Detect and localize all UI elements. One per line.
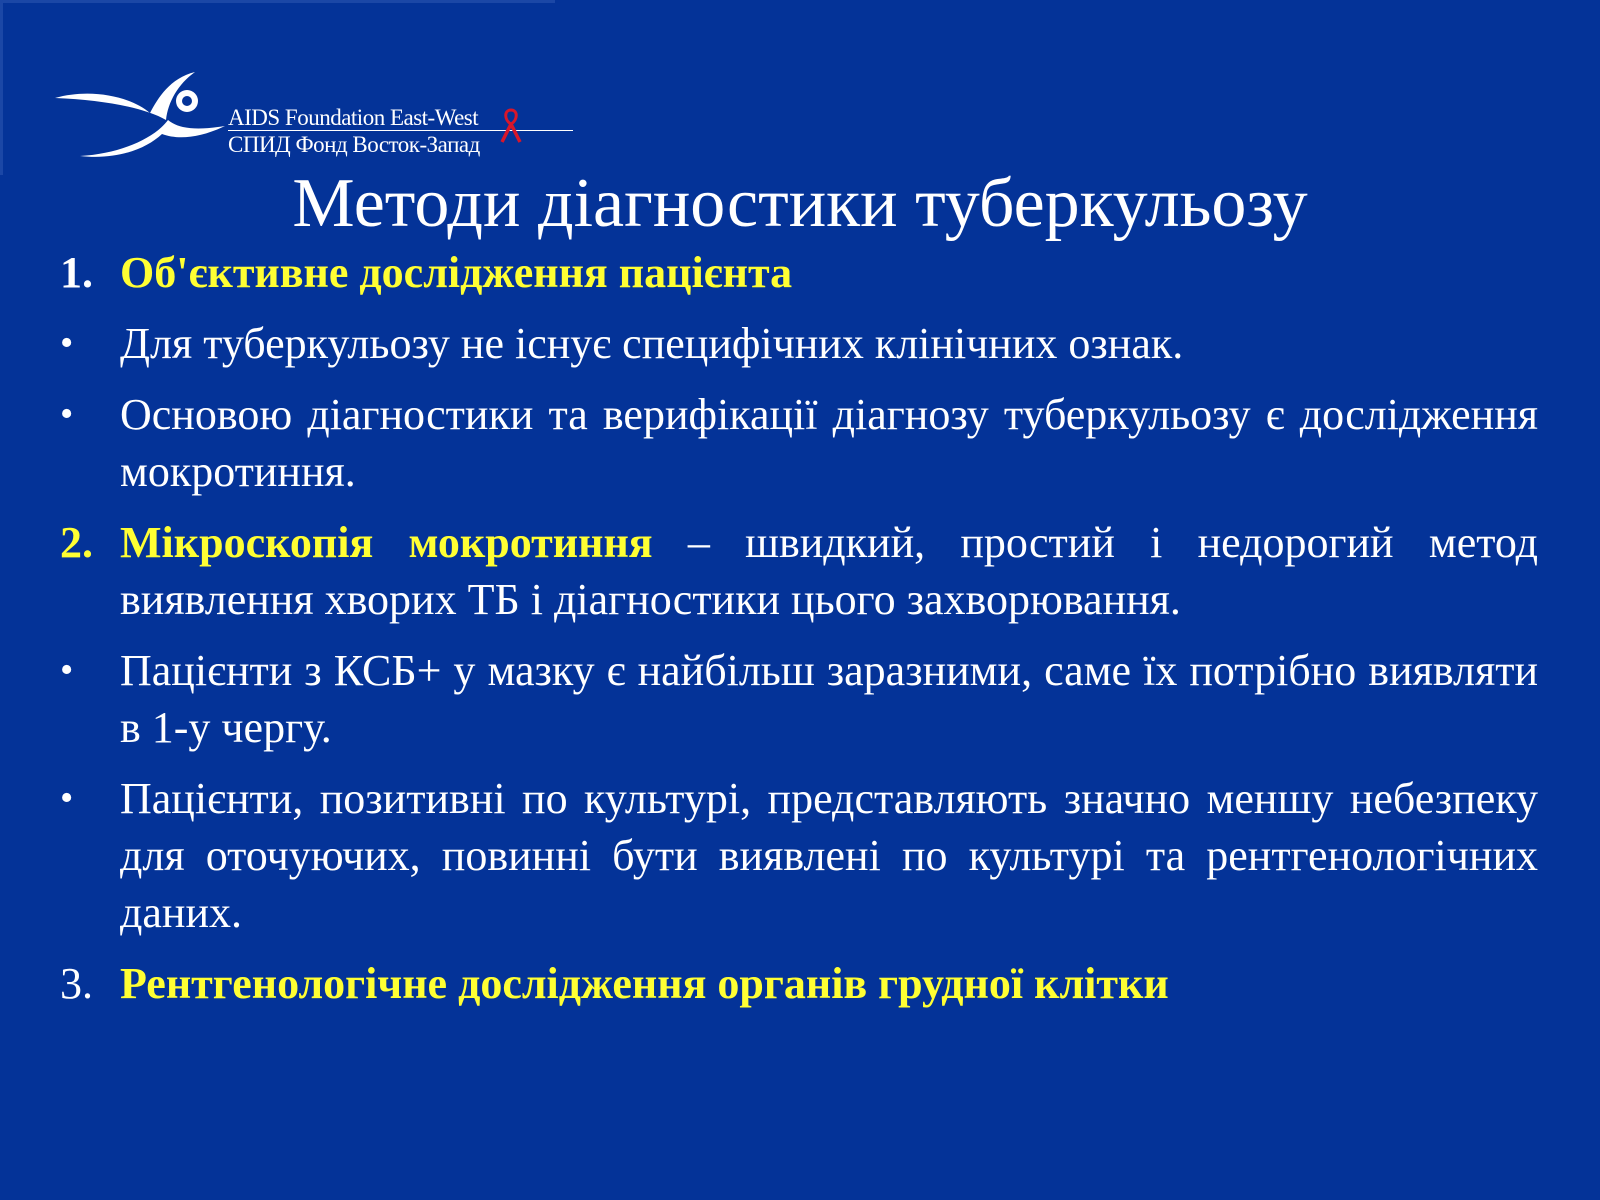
bullet-icon: •	[60, 322, 74, 364]
list-item-text: Пацієнти, позитивні по культурі, представляють значно меншу небезпеку для оточуючих, повинні бути виявлені по культурі та рентгенологічних даних.	[120, 774, 1538, 937]
bullet-icon: •	[60, 649, 74, 691]
list-item	[60, 642, 1538, 756]
content-list	[60, 244, 1538, 1026]
page-title: Методи діагностики туберкульозу	[292, 165, 1308, 242]
list-item-text: Для туберкульозу не існує специфічних клінічних ознак.	[120, 319, 1184, 368]
section-number: 1.	[60, 248, 93, 297]
section-title: Об'єктивне дослідження пацієнта	[120, 248, 793, 297]
logo-line-en: AIDS Foundation East-West	[228, 105, 479, 130]
list-item	[60, 770, 1538, 941]
section-3-heading	[60, 955, 1538, 1012]
section-title: Рентгенологічне дослідження органів грудної клітки	[120, 959, 1169, 1008]
corner-strip	[0, 0, 555, 3]
list-item-text: Пацієнти з КСБ+ у мазку є найбільш заразними, саме їх потрібно виявляти в 1-у чергу.	[120, 646, 1538, 752]
section-description: – швидкий, простий і недорогий метод виявлення хворих ТБ і діагностики цього захворювання.	[120, 518, 1538, 624]
bullet-icon: •	[60, 777, 74, 819]
section-number: 2.	[60, 518, 93, 567]
section-1-heading	[60, 244, 1538, 301]
section-number: 3.	[60, 959, 93, 1008]
list-item	[60, 315, 1538, 372]
logo-swoosh-icon	[50, 68, 250, 168]
section-2-heading	[60, 514, 1538, 628]
list-item-text: Основою діагностики та верифікації діагнозу туберкульозу є дослідження мокротиння.	[120, 390, 1538, 496]
corner-strip-vertical	[0, 0, 3, 175]
logo-text	[228, 104, 480, 158]
bullet-icon: •	[60, 393, 74, 435]
logo-line-ru: СПИД Фонд Восток-Запад	[228, 132, 480, 157]
red-ribbon-icon	[498, 108, 524, 144]
aids-foundation-logo	[50, 68, 540, 168]
section-title: Мікроскопія мокротиння	[120, 518, 653, 567]
list-item	[60, 386, 1538, 500]
